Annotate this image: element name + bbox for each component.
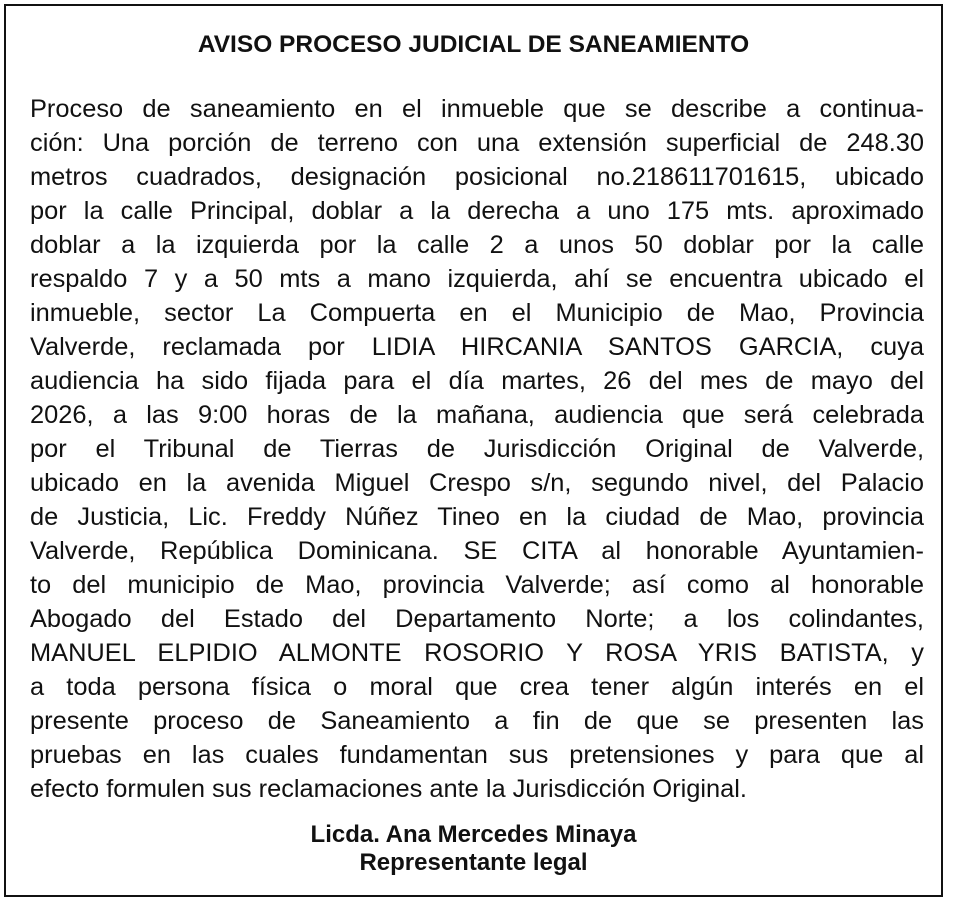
body-line: a toda persona física o moral que crea tener algún interés en el [30,673,924,701]
body-line: Proceso de saneamiento en el inmueble que se describe a continua- [30,95,924,123]
body-line: respaldo 7 y a 50 mts a mano izquierda, ahí se encuentra ubicado el [30,265,924,293]
body-line: efecto formulen sus reclamaciones ante la Jurisdicción Original. [30,775,747,803]
body-line: Abogado del Estado del Departamento Norte; a los colindantes, [30,605,924,633]
body-line: Valverde, República Dominicana. SE CITA al honorable Ayuntamien- [30,537,924,565]
body-line: pruebas en las cuales fundamentan sus pretensiones y para que al [30,741,924,769]
body-line: presente proceso de Saneamiento a fin de que se presenten las [30,707,924,735]
body-line: to del municipio de Mao, provincia Valverde; así como al honorable [30,571,924,599]
notice-box [4,4,943,897]
body-line: doblar a la izquierda por la calle 2 a unos 50 doblar por la calle [30,231,924,259]
body-line: audiencia ha sido fijada para el día martes, 26 del mes de mayo del [30,367,924,395]
body-line: 2026, a las 9:00 horas de la mañana, audiencia que será celebrada [30,401,924,429]
signature-block [6,821,941,877]
body-line: por el Tribunal de Tierras de Jurisdicción Original de Valverde, [30,435,924,463]
body-line: MANUEL ELPIDIO ALMONTE ROSORIO Y ROSA YRIS BATISTA, y [30,639,924,667]
body-line: metros cuadrados, designación posicional no.218611701615, ubicado [30,163,924,191]
body-line: por la calle Principal, doblar a la derecha a uno 175 mts. aproximado [30,197,924,225]
notice-body [30,92,924,806]
body-line: ción: Una porción de terreno con una extensión superficial de 248.30 [30,129,924,157]
signatory-role: Representante legal [359,849,588,876]
signatory-name: Licda. Ana Mercedes Minaya [310,821,637,848]
body-line: inmueble, sector La Compuerta en el Municipio de Mao, Provincia [30,299,924,327]
notice-title: AVISO PROCESO JUDICIAL DE SANEAMIENTO [197,31,750,58]
body-line: ubicado en la avenida Miguel Crespo s/n, segundo nivel, del Palacio [30,469,924,497]
body-line: de Justicia, Lic. Freddy Núñez Tineo en la ciudad de Mao, provincia [30,503,924,531]
body-line: Valverde, reclamada por LIDIA HIRCANIA SANTOS GARCIA, cuya [30,333,924,361]
